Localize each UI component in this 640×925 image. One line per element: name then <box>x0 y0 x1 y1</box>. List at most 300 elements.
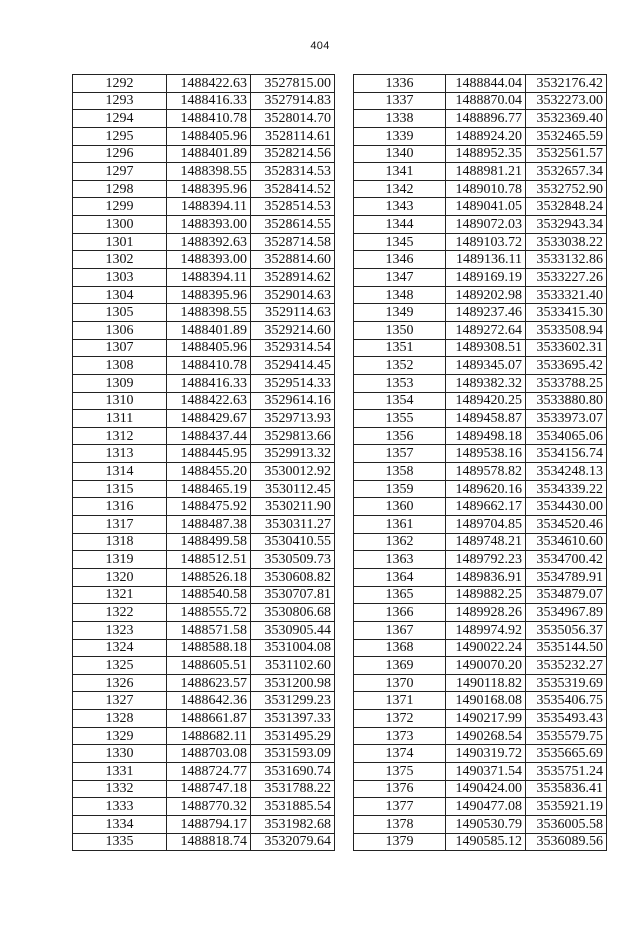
point-number-cell: 1335 <box>73 833 167 851</box>
table-row <box>354 621 607 639</box>
y-coordinate-cell: 3534879.07 <box>526 586 607 604</box>
point-number-cell: 1344 <box>354 216 446 234</box>
point-number-cell: 1353 <box>354 374 446 392</box>
point-number-cell: 1300 <box>73 216 167 234</box>
x-coordinate-cell: 1490118.82 <box>446 674 526 692</box>
x-coordinate-cell: 1488395.96 <box>167 180 251 198</box>
table-row <box>354 692 607 710</box>
y-coordinate-cell: 3530806.68 <box>251 604 335 622</box>
y-coordinate-cell: 3529014.63 <box>251 286 335 304</box>
table-row <box>73 710 335 728</box>
x-coordinate-cell: 1488555.72 <box>167 604 251 622</box>
y-coordinate-cell: 3533973.07 <box>526 410 607 428</box>
point-number-cell: 1302 <box>73 251 167 269</box>
point-number-cell: 1313 <box>73 445 167 463</box>
y-coordinate-cell: 3535751.24 <box>526 762 607 780</box>
y-coordinate-cell: 3533695.42 <box>526 357 607 375</box>
x-coordinate-cell: 1488952.35 <box>446 145 526 163</box>
table-row <box>73 463 335 481</box>
x-coordinate-cell: 1489237.46 <box>446 304 526 322</box>
table-row <box>73 145 335 163</box>
x-coordinate-cell: 1488512.51 <box>167 551 251 569</box>
y-coordinate-cell: 3528014.70 <box>251 110 335 128</box>
point-number-cell: 1323 <box>73 621 167 639</box>
table-row <box>354 780 607 798</box>
y-coordinate-cell: 3534700.42 <box>526 551 607 569</box>
x-coordinate-cell: 1489382.32 <box>446 374 526 392</box>
x-coordinate-cell: 1488394.11 <box>167 269 251 287</box>
table-row <box>73 692 335 710</box>
table-row <box>73 251 335 269</box>
y-coordinate-cell: 3529414.45 <box>251 357 335 375</box>
point-number-cell: 1325 <box>73 657 167 675</box>
x-coordinate-cell: 1488405.96 <box>167 127 251 145</box>
y-coordinate-cell: 3531885.54 <box>251 798 335 816</box>
point-number-cell: 1364 <box>354 568 446 586</box>
x-coordinate-cell: 1488499.58 <box>167 533 251 551</box>
table-row <box>73 516 335 534</box>
x-coordinate-cell: 1488398.55 <box>167 304 251 322</box>
table-row <box>73 815 335 833</box>
x-coordinate-cell: 1488540.58 <box>167 586 251 604</box>
point-number-cell: 1358 <box>354 463 446 481</box>
table-row <box>354 145 607 163</box>
y-coordinate-cell: 3528514.53 <box>251 198 335 216</box>
table-row <box>73 745 335 763</box>
y-coordinate-cell: 3531397.33 <box>251 710 335 728</box>
point-number-cell: 1309 <box>73 374 167 392</box>
table-row <box>354 727 607 745</box>
table-row <box>354 251 607 269</box>
x-coordinate-cell: 1489498.18 <box>446 427 526 445</box>
y-coordinate-cell: 3534967.89 <box>526 604 607 622</box>
table-row <box>73 551 335 569</box>
table-row <box>354 833 607 851</box>
x-coordinate-cell: 1489072.03 <box>446 216 526 234</box>
point-number-cell: 1308 <box>73 357 167 375</box>
x-coordinate-cell: 1489041.05 <box>446 198 526 216</box>
point-number-cell: 1365 <box>354 586 446 604</box>
point-number-cell: 1329 <box>73 727 167 745</box>
point-number-cell: 1351 <box>354 339 446 357</box>
point-number-cell: 1295 <box>73 127 167 145</box>
point-number-cell: 1348 <box>354 286 446 304</box>
table-row <box>73 727 335 745</box>
y-coordinate-cell: 3532273.00 <box>526 92 607 110</box>
point-number-cell: 1360 <box>354 498 446 516</box>
y-coordinate-cell: 3533602.31 <box>526 339 607 357</box>
point-number-cell: 1374 <box>354 745 446 763</box>
point-number-cell: 1366 <box>354 604 446 622</box>
table-row <box>73 780 335 798</box>
x-coordinate-cell: 1488395.96 <box>167 286 251 304</box>
y-coordinate-cell: 3530012.92 <box>251 463 335 481</box>
x-coordinate-cell: 1488422.63 <box>167 75 251 93</box>
point-number-cell: 1337 <box>354 92 446 110</box>
x-coordinate-cell: 1488401.89 <box>167 145 251 163</box>
point-number-cell: 1311 <box>73 410 167 428</box>
x-coordinate-cell: 1489010.78 <box>446 180 526 198</box>
x-coordinate-cell: 1488571.58 <box>167 621 251 639</box>
x-coordinate-cell: 1488844.04 <box>446 75 526 93</box>
y-coordinate-cell: 3533788.25 <box>526 374 607 392</box>
table-row <box>73 568 335 586</box>
x-coordinate-cell: 1490477.08 <box>446 798 526 816</box>
point-number-cell: 1303 <box>73 269 167 287</box>
table-row <box>73 427 335 445</box>
x-coordinate-cell: 1488401.89 <box>167 321 251 339</box>
x-coordinate-cell: 1488393.00 <box>167 251 251 269</box>
y-coordinate-cell: 3527914.83 <box>251 92 335 110</box>
point-number-cell: 1341 <box>354 163 446 181</box>
table-row <box>354 92 607 110</box>
x-coordinate-cell: 1488724.77 <box>167 762 251 780</box>
x-coordinate-cell: 1488896.77 <box>446 110 526 128</box>
point-number-cell: 1346 <box>354 251 446 269</box>
point-number-cell: 1307 <box>73 339 167 357</box>
table-row <box>354 445 607 463</box>
point-number-cell: 1333 <box>73 798 167 816</box>
point-number-cell: 1321 <box>73 586 167 604</box>
y-coordinate-cell: 3530311.27 <box>251 516 335 534</box>
x-coordinate-cell: 1490070.20 <box>446 657 526 675</box>
table-row <box>354 533 607 551</box>
x-coordinate-cell: 1489272.64 <box>446 321 526 339</box>
x-coordinate-cell: 1488416.33 <box>167 92 251 110</box>
point-number-cell: 1357 <box>354 445 446 463</box>
y-coordinate-cell: 3529514.33 <box>251 374 335 392</box>
coordinates-table-left <box>72 74 335 851</box>
point-number-cell: 1326 <box>73 674 167 692</box>
y-coordinate-cell: 3535579.75 <box>526 727 607 745</box>
y-coordinate-cell: 3531690.74 <box>251 762 335 780</box>
x-coordinate-cell: 1488924.20 <box>446 127 526 145</box>
y-coordinate-cell: 3530410.55 <box>251 533 335 551</box>
y-coordinate-cell: 3530608.82 <box>251 568 335 586</box>
x-coordinate-cell: 1490168.08 <box>446 692 526 710</box>
table-row <box>354 198 607 216</box>
table-row <box>354 586 607 604</box>
x-coordinate-cell: 1488981.21 <box>446 163 526 181</box>
table-row <box>73 75 335 93</box>
x-coordinate-cell: 1490268.54 <box>446 727 526 745</box>
x-coordinate-cell: 1488642.36 <box>167 692 251 710</box>
x-coordinate-cell: 1489704.85 <box>446 516 526 534</box>
y-coordinate-cell: 3531004.08 <box>251 639 335 657</box>
y-coordinate-cell: 3530211.90 <box>251 498 335 516</box>
y-coordinate-cell: 3530707.81 <box>251 586 335 604</box>
point-number-cell: 1340 <box>354 145 446 163</box>
point-number-cell: 1293 <box>73 92 167 110</box>
y-coordinate-cell: 3533415.30 <box>526 304 607 322</box>
table-row <box>354 551 607 569</box>
x-coordinate-cell: 1489792.23 <box>446 551 526 569</box>
table-row <box>354 339 607 357</box>
y-coordinate-cell: 3531200.98 <box>251 674 335 692</box>
x-coordinate-cell: 1488393.00 <box>167 216 251 234</box>
y-coordinate-cell: 3528614.55 <box>251 216 335 234</box>
x-coordinate-cell: 1489662.17 <box>446 498 526 516</box>
y-coordinate-cell: 3531102.60 <box>251 657 335 675</box>
point-number-cell: 1350 <box>354 321 446 339</box>
y-coordinate-cell: 3535232.27 <box>526 657 607 675</box>
y-coordinate-cell: 3534430.00 <box>526 498 607 516</box>
y-coordinate-cell: 3534248.13 <box>526 463 607 481</box>
point-number-cell: 1306 <box>73 321 167 339</box>
point-number-cell: 1372 <box>354 710 446 728</box>
point-number-cell: 1363 <box>354 551 446 569</box>
table-row <box>73 180 335 198</box>
point-number-cell: 1301 <box>73 233 167 251</box>
point-number-cell: 1379 <box>354 833 446 851</box>
table-row <box>354 480 607 498</box>
y-coordinate-cell: 3528814.60 <box>251 251 335 269</box>
point-number-cell: 1338 <box>354 110 446 128</box>
y-coordinate-cell: 3534156.74 <box>526 445 607 463</box>
table-row <box>354 604 607 622</box>
point-number-cell: 1297 <box>73 163 167 181</box>
x-coordinate-cell: 1489103.72 <box>446 233 526 251</box>
y-coordinate-cell: 3533321.40 <box>526 286 607 304</box>
table-row <box>354 410 607 428</box>
point-number-cell: 1294 <box>73 110 167 128</box>
x-coordinate-cell: 1488392.63 <box>167 233 251 251</box>
table-body-left <box>73 75 335 851</box>
y-coordinate-cell: 3535144.50 <box>526 639 607 657</box>
point-number-cell: 1320 <box>73 568 167 586</box>
y-coordinate-cell: 3529713.93 <box>251 410 335 428</box>
x-coordinate-cell: 1489928.26 <box>446 604 526 622</box>
table-row <box>73 639 335 657</box>
table-row <box>354 357 607 375</box>
table-row <box>73 198 335 216</box>
point-number-cell: 1305 <box>73 304 167 322</box>
y-coordinate-cell: 3528714.58 <box>251 233 335 251</box>
point-number-cell: 1356 <box>354 427 446 445</box>
x-coordinate-cell: 1488588.18 <box>167 639 251 657</box>
table-row <box>73 163 335 181</box>
x-coordinate-cell: 1488487.38 <box>167 516 251 534</box>
point-number-cell: 1342 <box>354 180 446 198</box>
point-number-cell: 1368 <box>354 639 446 657</box>
y-coordinate-cell: 3531982.68 <box>251 815 335 833</box>
x-coordinate-cell: 1489308.51 <box>446 339 526 357</box>
point-number-cell: 1298 <box>73 180 167 198</box>
table-row <box>354 762 607 780</box>
table-row <box>354 798 607 816</box>
table-row <box>73 233 335 251</box>
table-row <box>73 374 335 392</box>
x-coordinate-cell: 1489345.07 <box>446 357 526 375</box>
y-coordinate-cell: 3536089.56 <box>526 833 607 851</box>
y-coordinate-cell: 3531495.29 <box>251 727 335 745</box>
x-coordinate-cell: 1489420.25 <box>446 392 526 410</box>
point-number-cell: 1327 <box>73 692 167 710</box>
table-row <box>73 216 335 234</box>
x-coordinate-cell: 1488410.78 <box>167 110 251 128</box>
table-row <box>73 480 335 498</box>
table-row <box>354 657 607 675</box>
y-coordinate-cell: 3532943.34 <box>526 216 607 234</box>
table-row <box>73 321 335 339</box>
point-number-cell: 1354 <box>354 392 446 410</box>
x-coordinate-cell: 1488794.17 <box>167 815 251 833</box>
y-coordinate-cell: 3528114.61 <box>251 127 335 145</box>
x-coordinate-cell: 1488747.18 <box>167 780 251 798</box>
x-coordinate-cell: 1489748.21 <box>446 533 526 551</box>
y-coordinate-cell: 3531788.22 <box>251 780 335 798</box>
x-coordinate-cell: 1488703.08 <box>167 745 251 763</box>
x-coordinate-cell: 1488465.19 <box>167 480 251 498</box>
table-body-right <box>354 75 607 851</box>
table-row <box>73 110 335 128</box>
y-coordinate-cell: 3531299.23 <box>251 692 335 710</box>
y-coordinate-cell: 3529913.32 <box>251 445 335 463</box>
x-coordinate-cell: 1490530.79 <box>446 815 526 833</box>
point-number-cell: 1355 <box>354 410 446 428</box>
x-coordinate-cell: 1489538.16 <box>446 445 526 463</box>
x-coordinate-cell: 1488818.74 <box>167 833 251 851</box>
y-coordinate-cell: 3532176.42 <box>526 75 607 93</box>
y-coordinate-cell: 3535665.69 <box>526 745 607 763</box>
table-row <box>73 762 335 780</box>
y-coordinate-cell: 3530905.44 <box>251 621 335 639</box>
point-number-cell: 1347 <box>354 269 446 287</box>
point-number-cell: 1376 <box>354 780 446 798</box>
point-number-cell: 1352 <box>354 357 446 375</box>
point-number-cell: 1292 <box>73 75 167 93</box>
x-coordinate-cell: 1488526.18 <box>167 568 251 586</box>
x-coordinate-cell: 1490371.54 <box>446 762 526 780</box>
y-coordinate-cell: 3532465.59 <box>526 127 607 145</box>
x-coordinate-cell: 1488422.63 <box>167 392 251 410</box>
x-coordinate-cell: 1488682.11 <box>167 727 251 745</box>
point-number-cell: 1359 <box>354 480 446 498</box>
table-row <box>73 269 335 287</box>
point-number-cell: 1339 <box>354 127 446 145</box>
x-coordinate-cell: 1488475.92 <box>167 498 251 516</box>
y-coordinate-cell: 3536005.58 <box>526 815 607 833</box>
table-row <box>354 75 607 93</box>
x-coordinate-cell: 1488623.57 <box>167 674 251 692</box>
y-coordinate-cell: 3533132.86 <box>526 251 607 269</box>
point-number-cell: 1328 <box>73 710 167 728</box>
y-coordinate-cell: 3532848.24 <box>526 198 607 216</box>
x-coordinate-cell: 1488445.95 <box>167 445 251 463</box>
point-number-cell: 1377 <box>354 798 446 816</box>
x-coordinate-cell: 1488455.20 <box>167 463 251 481</box>
point-number-cell: 1375 <box>354 762 446 780</box>
y-coordinate-cell: 3529114.63 <box>251 304 335 322</box>
table-row <box>354 815 607 833</box>
x-coordinate-cell: 1489836.91 <box>446 568 526 586</box>
point-number-cell: 1345 <box>354 233 446 251</box>
table-row <box>354 674 607 692</box>
table-row <box>354 127 607 145</box>
y-coordinate-cell: 3528314.53 <box>251 163 335 181</box>
x-coordinate-cell: 1488605.51 <box>167 657 251 675</box>
y-coordinate-cell: 3531593.09 <box>251 745 335 763</box>
point-number-cell: 1331 <box>73 762 167 780</box>
point-number-cell: 1324 <box>73 639 167 657</box>
x-coordinate-cell: 1489169.19 <box>446 269 526 287</box>
point-number-cell: 1310 <box>73 392 167 410</box>
x-coordinate-cell: 1490217.99 <box>446 710 526 728</box>
table-row <box>354 427 607 445</box>
table-row <box>354 304 607 322</box>
table-row <box>354 498 607 516</box>
y-coordinate-cell: 3535493.43 <box>526 710 607 728</box>
y-coordinate-cell: 3532369.40 <box>526 110 607 128</box>
point-number-cell: 1371 <box>354 692 446 710</box>
x-coordinate-cell: 1488398.55 <box>167 163 251 181</box>
point-number-cell: 1315 <box>73 480 167 498</box>
x-coordinate-cell: 1488416.33 <box>167 374 251 392</box>
y-coordinate-cell: 3533880.80 <box>526 392 607 410</box>
table-row <box>354 110 607 128</box>
point-number-cell: 1336 <box>354 75 446 93</box>
x-coordinate-cell: 1490585.12 <box>446 833 526 851</box>
table-row <box>354 392 607 410</box>
y-coordinate-cell: 3535836.41 <box>526 780 607 798</box>
table-row <box>73 392 335 410</box>
x-coordinate-cell: 1489458.87 <box>446 410 526 428</box>
table-row <box>73 498 335 516</box>
point-number-cell: 1296 <box>73 145 167 163</box>
x-coordinate-cell: 1489882.25 <box>446 586 526 604</box>
x-coordinate-cell: 1488661.87 <box>167 710 251 728</box>
point-number-cell: 1362 <box>354 533 446 551</box>
y-coordinate-cell: 3535319.69 <box>526 674 607 692</box>
point-number-cell: 1299 <box>73 198 167 216</box>
point-number-cell: 1316 <box>73 498 167 516</box>
table-row <box>354 374 607 392</box>
table-row <box>73 357 335 375</box>
y-coordinate-cell: 3535056.37 <box>526 621 607 639</box>
x-coordinate-cell: 1488410.78 <box>167 357 251 375</box>
y-coordinate-cell: 3534339.22 <box>526 480 607 498</box>
table-row <box>73 127 335 145</box>
point-number-cell: 1317 <box>73 516 167 534</box>
table-row <box>354 163 607 181</box>
y-coordinate-cell: 3527815.00 <box>251 75 335 93</box>
point-number-cell: 1312 <box>73 427 167 445</box>
x-coordinate-cell: 1489136.11 <box>446 251 526 269</box>
table-row <box>73 410 335 428</box>
point-number-cell: 1343 <box>354 198 446 216</box>
table-row <box>354 286 607 304</box>
table-row <box>73 833 335 851</box>
x-coordinate-cell: 1489202.98 <box>446 286 526 304</box>
point-number-cell: 1369 <box>354 657 446 675</box>
table-row <box>73 798 335 816</box>
x-coordinate-cell: 1488429.67 <box>167 410 251 428</box>
y-coordinate-cell: 3529813.66 <box>251 427 335 445</box>
table-row <box>73 533 335 551</box>
y-coordinate-cell: 3532079.64 <box>251 833 335 851</box>
y-coordinate-cell: 3529314.54 <box>251 339 335 357</box>
y-coordinate-cell: 3534610.60 <box>526 533 607 551</box>
y-coordinate-cell: 3534520.46 <box>526 516 607 534</box>
y-coordinate-cell: 3529614.16 <box>251 392 335 410</box>
point-number-cell: 1318 <box>73 533 167 551</box>
point-number-cell: 1319 <box>73 551 167 569</box>
table-row <box>73 657 335 675</box>
x-coordinate-cell: 1488405.96 <box>167 339 251 357</box>
x-coordinate-cell: 1488870.04 <box>446 92 526 110</box>
y-coordinate-cell: 3528414.52 <box>251 180 335 198</box>
y-coordinate-cell: 3535921.19 <box>526 798 607 816</box>
